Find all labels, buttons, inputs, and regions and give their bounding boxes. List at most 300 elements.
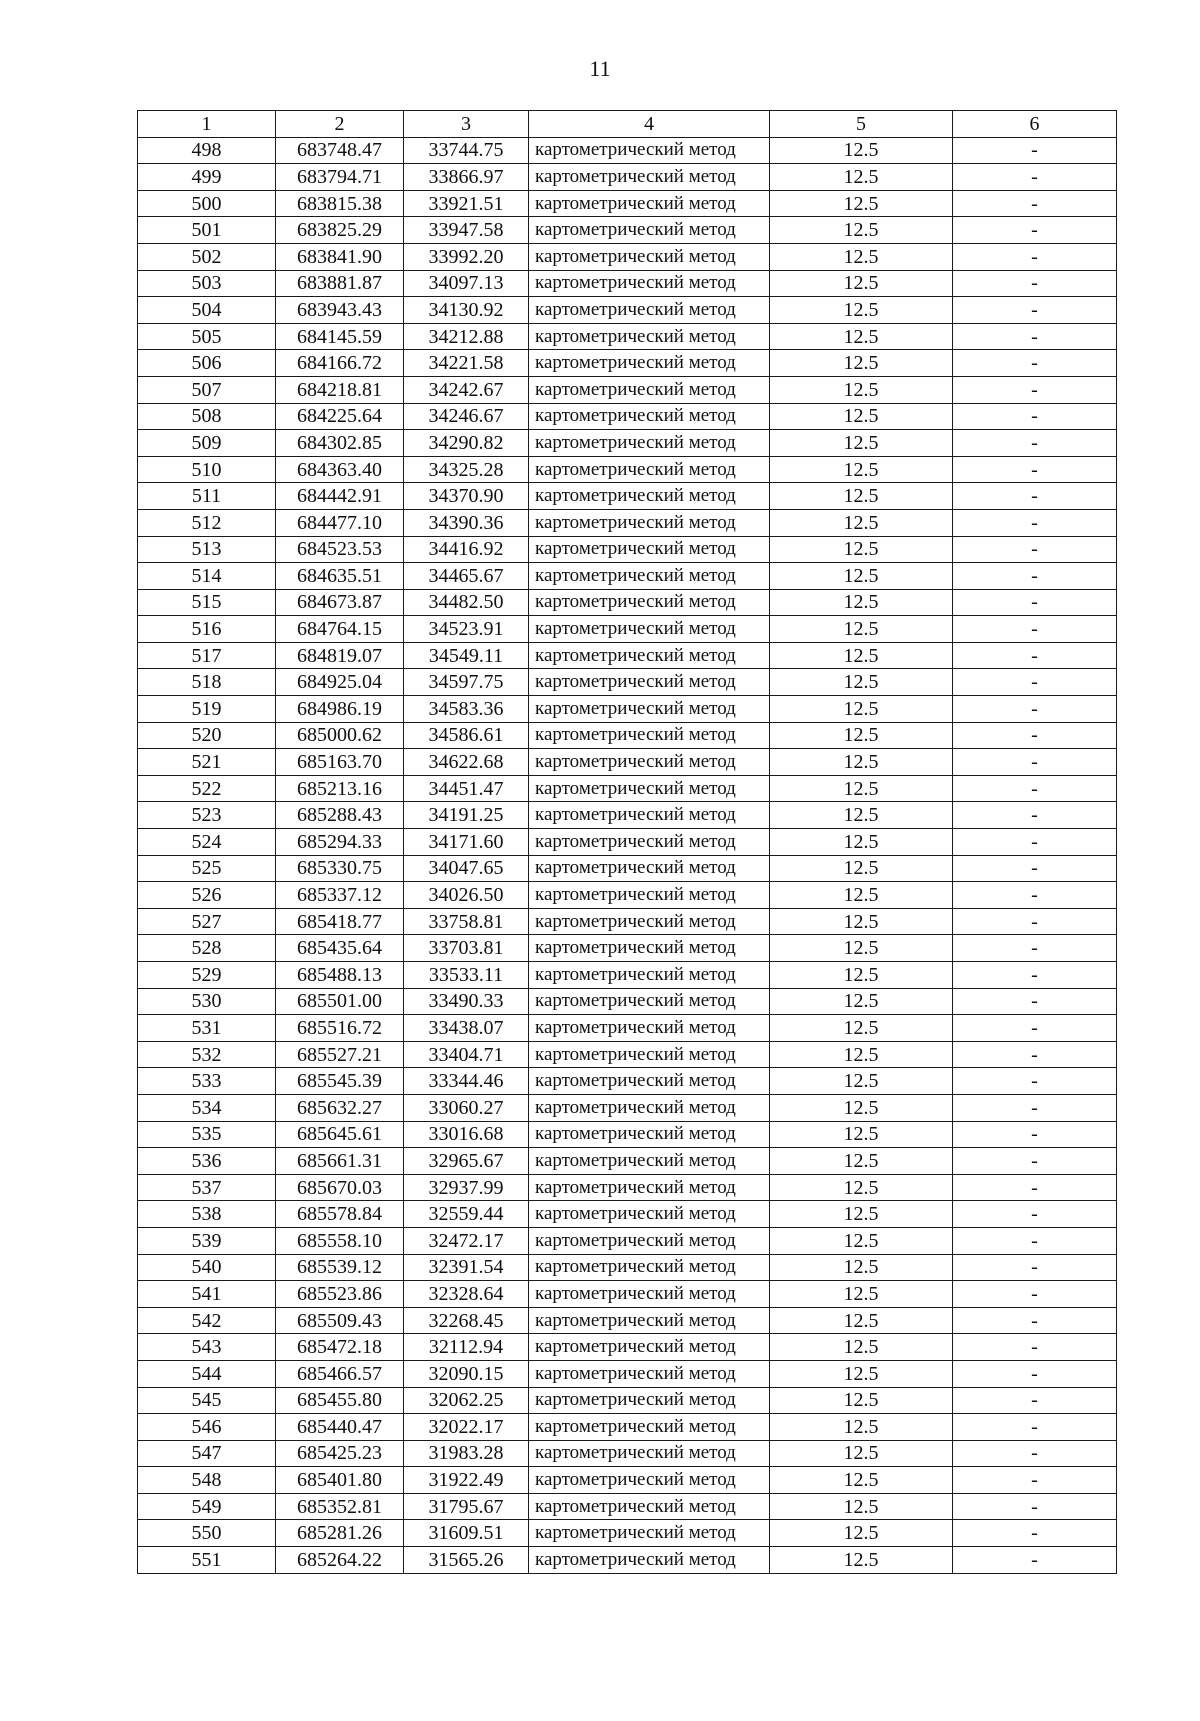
accuracy-cell: 12.5 <box>770 1041 953 1068</box>
table-row <box>138 1440 1117 1467</box>
accuracy-cell: 12.5 <box>770 988 953 1015</box>
y-coordinate-cell: 34549.11 <box>404 642 529 669</box>
point-number-cell: 528 <box>138 935 276 962</box>
point-number-cell: 509 <box>138 430 276 457</box>
method-cell: картометрический метод <box>529 1281 770 1308</box>
x-coordinate-cell: 683841.90 <box>276 243 404 270</box>
accuracy-cell: 12.5 <box>770 935 953 962</box>
x-coordinate-cell: 685294.33 <box>276 829 404 856</box>
table-row <box>138 217 1117 244</box>
description-cell: - <box>953 1015 1117 1042</box>
description-cell: - <box>953 775 1117 802</box>
y-coordinate-cell: 33921.51 <box>404 190 529 217</box>
y-coordinate-cell: 32090.15 <box>404 1360 529 1387</box>
description-cell: - <box>953 1281 1117 1308</box>
point-number-cell: 499 <box>138 164 276 191</box>
x-coordinate-cell: 685264.22 <box>276 1547 404 1574</box>
accuracy-cell: 12.5 <box>770 190 953 217</box>
method-cell: картометрический метод <box>529 430 770 457</box>
point-number-cell: 542 <box>138 1307 276 1334</box>
table-row <box>138 988 1117 1015</box>
accuracy-cell: 12.5 <box>770 1520 953 1547</box>
point-number-cell: 540 <box>138 1254 276 1281</box>
accuracy-cell: 12.5 <box>770 775 953 802</box>
y-coordinate-cell: 34416.92 <box>404 536 529 563</box>
x-coordinate-cell: 685440.47 <box>276 1414 404 1441</box>
description-cell: - <box>953 1041 1117 1068</box>
description-cell: - <box>953 483 1117 510</box>
table-row <box>138 1414 1117 1441</box>
accuracy-cell: 12.5 <box>770 855 953 882</box>
y-coordinate-cell: 34130.92 <box>404 297 529 324</box>
method-cell: картометрический метод <box>529 1467 770 1494</box>
table-row <box>138 589 1117 616</box>
x-coordinate-cell: 684477.10 <box>276 509 404 536</box>
table-row <box>138 376 1117 403</box>
x-coordinate-cell: 685425.23 <box>276 1440 404 1467</box>
table-row <box>138 882 1117 909</box>
accuracy-cell: 12.5 <box>770 1307 953 1334</box>
accuracy-cell: 12.5 <box>770 1254 953 1281</box>
point-number-cell: 520 <box>138 722 276 749</box>
y-coordinate-cell: 32112.94 <box>404 1334 529 1361</box>
y-coordinate-cell: 34242.67 <box>404 376 529 403</box>
accuracy-cell: 12.5 <box>770 669 953 696</box>
y-coordinate-cell: 31609.51 <box>404 1520 529 1547</box>
y-coordinate-cell: 34047.65 <box>404 855 529 882</box>
point-number-cell: 525 <box>138 855 276 882</box>
table-row <box>138 164 1117 191</box>
description-cell: - <box>953 1493 1117 1520</box>
method-cell: картометрический метод <box>529 908 770 935</box>
y-coordinate-cell: 31922.49 <box>404 1467 529 1494</box>
accuracy-cell: 12.5 <box>770 802 953 829</box>
x-coordinate-cell: 685472.18 <box>276 1334 404 1361</box>
point-number-cell: 541 <box>138 1281 276 1308</box>
header-cell-1: 1 <box>138 111 276 138</box>
y-coordinate-cell: 34290.82 <box>404 430 529 457</box>
table-row <box>138 749 1117 776</box>
x-coordinate-cell: 685330.75 <box>276 855 404 882</box>
header-row <box>138 111 1117 138</box>
accuracy-cell: 12.5 <box>770 1387 953 1414</box>
x-coordinate-cell: 685352.81 <box>276 1493 404 1520</box>
point-number-cell: 538 <box>138 1201 276 1228</box>
table-row <box>138 563 1117 590</box>
description-cell: - <box>953 1414 1117 1441</box>
description-cell: - <box>953 908 1117 935</box>
point-number-cell: 534 <box>138 1094 276 1121</box>
table-header <box>138 111 1117 138</box>
x-coordinate-cell: 685670.03 <box>276 1174 404 1201</box>
method-cell: картометрический метод <box>529 855 770 882</box>
x-coordinate-cell: 685488.13 <box>276 962 404 989</box>
table-row <box>138 722 1117 749</box>
accuracy-cell: 12.5 <box>770 350 953 377</box>
x-coordinate-cell: 685509.43 <box>276 1307 404 1334</box>
x-coordinate-cell: 683881.87 <box>276 270 404 297</box>
y-coordinate-cell: 32391.54 <box>404 1254 529 1281</box>
y-coordinate-cell: 33744.75 <box>404 137 529 164</box>
method-cell: картометрический метод <box>529 775 770 802</box>
y-coordinate-cell: 32472.17 <box>404 1227 529 1254</box>
method-cell: картометрический метод <box>529 1360 770 1387</box>
table-row <box>138 1068 1117 1095</box>
method-cell: картометрический метод <box>529 1440 770 1467</box>
accuracy-cell: 12.5 <box>770 696 953 723</box>
x-coordinate-cell: 684145.59 <box>276 323 404 350</box>
method-cell: картометрический метод <box>529 536 770 563</box>
y-coordinate-cell: 33947.58 <box>404 217 529 244</box>
point-number-cell: 505 <box>138 323 276 350</box>
point-number-cell: 516 <box>138 616 276 643</box>
x-coordinate-cell: 684523.53 <box>276 536 404 563</box>
point-number-cell: 548 <box>138 1467 276 1494</box>
point-number-cell: 527 <box>138 908 276 935</box>
accuracy-cell: 12.5 <box>770 1227 953 1254</box>
method-cell: картометрический метод <box>529 642 770 669</box>
method-cell: картометрический метод <box>529 1493 770 1520</box>
point-number-cell: 551 <box>138 1547 276 1574</box>
table-row <box>138 1041 1117 1068</box>
y-coordinate-cell: 33758.81 <box>404 908 529 935</box>
point-number-cell: 530 <box>138 988 276 1015</box>
x-coordinate-cell: 685455.80 <box>276 1387 404 1414</box>
x-coordinate-cell: 685281.26 <box>276 1520 404 1547</box>
table-body <box>138 137 1117 1573</box>
method-cell: картометрический метод <box>529 243 770 270</box>
method-cell: картометрический метод <box>529 217 770 244</box>
description-cell: - <box>953 1307 1117 1334</box>
y-coordinate-cell: 32965.67 <box>404 1148 529 1175</box>
accuracy-cell: 12.5 <box>770 1440 953 1467</box>
method-cell: картометрический метод <box>529 1174 770 1201</box>
description-cell: - <box>953 802 1117 829</box>
description-cell: - <box>953 882 1117 909</box>
description-cell: - <box>953 456 1117 483</box>
description-cell: - <box>953 1227 1117 1254</box>
x-coordinate-cell: 683825.29 <box>276 217 404 244</box>
description-cell: - <box>953 1254 1117 1281</box>
method-cell: картометрический метод <box>529 1148 770 1175</box>
point-number-cell: 531 <box>138 1015 276 1042</box>
point-number-cell: 539 <box>138 1227 276 1254</box>
table-row <box>138 696 1117 723</box>
point-number-cell: 517 <box>138 642 276 669</box>
method-cell: картометрический метод <box>529 1520 770 1547</box>
y-coordinate-cell: 33344.46 <box>404 1068 529 1095</box>
header-cell-3: 3 <box>404 111 529 138</box>
accuracy-cell: 12.5 <box>770 1547 953 1574</box>
method-cell: картометрический метод <box>529 1201 770 1228</box>
accuracy-cell: 12.5 <box>770 1094 953 1121</box>
point-number-cell: 526 <box>138 882 276 909</box>
description-cell: - <box>953 350 1117 377</box>
description-cell: - <box>953 1148 1117 1175</box>
method-cell: картометрический метод <box>529 935 770 962</box>
point-number-cell: 519 <box>138 696 276 723</box>
point-number-cell: 536 <box>138 1148 276 1175</box>
method-cell: картометрический метод <box>529 616 770 643</box>
x-coordinate-cell: 685418.77 <box>276 908 404 935</box>
description-cell: - <box>953 1360 1117 1387</box>
accuracy-cell: 12.5 <box>770 882 953 909</box>
accuracy-cell: 12.5 <box>770 1174 953 1201</box>
method-cell: картометрический метод <box>529 1547 770 1574</box>
y-coordinate-cell: 34586.61 <box>404 722 529 749</box>
description-cell: - <box>953 270 1117 297</box>
y-coordinate-cell: 34171.60 <box>404 829 529 856</box>
header-cell-5: 5 <box>770 111 953 138</box>
y-coordinate-cell: 32328.64 <box>404 1281 529 1308</box>
y-coordinate-cell: 33016.68 <box>404 1121 529 1148</box>
table-row <box>138 509 1117 536</box>
method-cell: картометрический метод <box>529 403 770 430</box>
description-cell: - <box>953 536 1117 563</box>
method-cell: картометрический метод <box>529 297 770 324</box>
method-cell: картометрический метод <box>529 376 770 403</box>
description-cell: - <box>953 749 1117 776</box>
description-cell: - <box>953 297 1117 324</box>
description-cell: - <box>953 403 1117 430</box>
method-cell: картометрический метод <box>529 722 770 749</box>
accuracy-cell: 12.5 <box>770 137 953 164</box>
point-number-cell: 535 <box>138 1121 276 1148</box>
x-coordinate-cell: 684302.85 <box>276 430 404 457</box>
description-cell: - <box>953 563 1117 590</box>
description-cell: - <box>953 1467 1117 1494</box>
y-coordinate-cell: 34597.75 <box>404 669 529 696</box>
point-number-cell: 502 <box>138 243 276 270</box>
accuracy-cell: 12.5 <box>770 1068 953 1095</box>
method-cell: картометрический метод <box>529 1121 770 1148</box>
method-cell: картометрический метод <box>529 696 770 723</box>
table-row <box>138 1387 1117 1414</box>
point-number-cell: 523 <box>138 802 276 829</box>
point-number-cell: 547 <box>138 1440 276 1467</box>
accuracy-cell: 12.5 <box>770 483 953 510</box>
x-coordinate-cell: 685558.10 <box>276 1227 404 1254</box>
accuracy-cell: 12.5 <box>770 829 953 856</box>
x-coordinate-cell: 685539.12 <box>276 1254 404 1281</box>
header-cell-4: 4 <box>529 111 770 138</box>
accuracy-cell: 12.5 <box>770 1015 953 1042</box>
page-number: 11 <box>589 56 611 81</box>
method-cell: картометрический метод <box>529 882 770 909</box>
x-coordinate-cell: 683794.71 <box>276 164 404 191</box>
table-row <box>138 1174 1117 1201</box>
method-cell: картометрический метод <box>529 1334 770 1361</box>
y-coordinate-cell: 32268.45 <box>404 1307 529 1334</box>
table-row <box>138 642 1117 669</box>
description-cell: - <box>953 642 1117 669</box>
method-cell: картометрический метод <box>529 164 770 191</box>
accuracy-cell: 12.5 <box>770 217 953 244</box>
x-coordinate-cell: 683815.38 <box>276 190 404 217</box>
x-coordinate-cell: 685516.72 <box>276 1015 404 1042</box>
method-cell: картометрический метод <box>529 1254 770 1281</box>
accuracy-cell: 12.5 <box>770 563 953 590</box>
point-number-cell: 511 <box>138 483 276 510</box>
description-cell: - <box>953 217 1117 244</box>
method-cell: картометрический метод <box>529 563 770 590</box>
accuracy-cell: 12.5 <box>770 749 953 776</box>
x-coordinate-cell: 685401.80 <box>276 1467 404 1494</box>
y-coordinate-cell: 33866.97 <box>404 164 529 191</box>
table-row <box>138 1094 1117 1121</box>
description-cell: - <box>953 962 1117 989</box>
x-coordinate-cell: 684363.40 <box>276 456 404 483</box>
table-row <box>138 1493 1117 1520</box>
y-coordinate-cell: 34325.28 <box>404 456 529 483</box>
table-row <box>138 1334 1117 1361</box>
point-number-cell: 503 <box>138 270 276 297</box>
x-coordinate-cell: 684442.91 <box>276 483 404 510</box>
description-cell: - <box>953 1121 1117 1148</box>
table-row <box>138 430 1117 457</box>
y-coordinate-cell: 34622.68 <box>404 749 529 776</box>
point-number-cell: 549 <box>138 1493 276 1520</box>
method-cell: картометрический метод <box>529 749 770 776</box>
table-row <box>138 137 1117 164</box>
x-coordinate-cell: 685435.64 <box>276 935 404 962</box>
x-coordinate-cell: 685523.86 <box>276 1281 404 1308</box>
description-cell: - <box>953 1440 1117 1467</box>
point-number-cell: 498 <box>138 137 276 164</box>
description-cell: - <box>953 616 1117 643</box>
accuracy-cell: 12.5 <box>770 270 953 297</box>
table-row <box>138 1307 1117 1334</box>
y-coordinate-cell: 33703.81 <box>404 935 529 962</box>
y-coordinate-cell: 34191.25 <box>404 802 529 829</box>
y-coordinate-cell: 34370.90 <box>404 483 529 510</box>
x-coordinate-cell: 684166.72 <box>276 350 404 377</box>
table-row <box>138 616 1117 643</box>
method-cell: картометрический метод <box>529 802 770 829</box>
x-coordinate-cell: 685213.16 <box>276 775 404 802</box>
table-row <box>138 323 1117 350</box>
method-cell: картометрический метод <box>529 589 770 616</box>
table-row <box>138 1467 1117 1494</box>
table-row <box>138 350 1117 377</box>
point-number-cell: 546 <box>138 1414 276 1441</box>
point-number-cell: 545 <box>138 1387 276 1414</box>
accuracy-cell: 12.5 <box>770 297 953 324</box>
x-coordinate-cell: 684764.15 <box>276 616 404 643</box>
accuracy-cell: 12.5 <box>770 323 953 350</box>
accuracy-cell: 12.5 <box>770 616 953 643</box>
y-coordinate-cell: 34026.50 <box>404 882 529 909</box>
point-number-cell: 508 <box>138 403 276 430</box>
point-number-cell: 515 <box>138 589 276 616</box>
table-row <box>138 1360 1117 1387</box>
point-number-cell: 518 <box>138 669 276 696</box>
description-cell: - <box>953 696 1117 723</box>
accuracy-cell: 12.5 <box>770 403 953 430</box>
description-cell: - <box>953 1334 1117 1361</box>
y-coordinate-cell: 34523.91 <box>404 616 529 643</box>
point-number-cell: 522 <box>138 775 276 802</box>
table-row <box>138 802 1117 829</box>
table-row <box>138 935 1117 962</box>
y-coordinate-cell: 34390.36 <box>404 509 529 536</box>
description-cell: - <box>953 589 1117 616</box>
x-coordinate-cell: 685578.84 <box>276 1201 404 1228</box>
description-cell: - <box>953 1174 1117 1201</box>
table-row <box>138 1281 1117 1308</box>
description-cell: - <box>953 829 1117 856</box>
point-number-cell: 537 <box>138 1174 276 1201</box>
header-cell-2: 2 <box>276 111 404 138</box>
x-coordinate-cell: 685645.61 <box>276 1121 404 1148</box>
accuracy-cell: 12.5 <box>770 430 953 457</box>
point-number-cell: 529 <box>138 962 276 989</box>
x-coordinate-cell: 684635.51 <box>276 563 404 590</box>
x-coordinate-cell: 685501.00 <box>276 988 404 1015</box>
point-number-cell: 550 <box>138 1520 276 1547</box>
y-coordinate-cell: 34221.58 <box>404 350 529 377</box>
point-number-cell: 504 <box>138 297 276 324</box>
description-cell: - <box>953 137 1117 164</box>
x-coordinate-cell: 683748.47 <box>276 137 404 164</box>
description-cell: - <box>953 1094 1117 1121</box>
accuracy-cell: 12.5 <box>770 589 953 616</box>
accuracy-cell: 12.5 <box>770 1467 953 1494</box>
description-cell: - <box>953 509 1117 536</box>
accuracy-cell: 12.5 <box>770 1201 953 1228</box>
y-coordinate-cell: 34451.47 <box>404 775 529 802</box>
y-coordinate-cell: 33060.27 <box>404 1094 529 1121</box>
method-cell: картометрический метод <box>529 509 770 536</box>
table-row <box>138 908 1117 935</box>
y-coordinate-cell: 33533.11 <box>404 962 529 989</box>
method-cell: картометрический метод <box>529 1015 770 1042</box>
table-row <box>138 1015 1117 1042</box>
accuracy-cell: 12.5 <box>770 536 953 563</box>
x-coordinate-cell: 684673.87 <box>276 589 404 616</box>
x-coordinate-cell: 685337.12 <box>276 882 404 909</box>
method-cell: картометрический метод <box>529 669 770 696</box>
table-row <box>138 1201 1117 1228</box>
method-cell: картометрический метод <box>529 323 770 350</box>
description-cell: - <box>953 1387 1117 1414</box>
y-coordinate-cell: 31983.28 <box>404 1440 529 1467</box>
x-coordinate-cell: 684986.19 <box>276 696 404 723</box>
x-coordinate-cell: 685163.70 <box>276 749 404 776</box>
accuracy-cell: 12.5 <box>770 1121 953 1148</box>
accuracy-cell: 12.5 <box>770 1281 953 1308</box>
y-coordinate-cell: 32062.25 <box>404 1387 529 1414</box>
x-coordinate-cell: 683943.43 <box>276 297 404 324</box>
point-number-cell: 514 <box>138 563 276 590</box>
y-coordinate-cell: 34465.67 <box>404 563 529 590</box>
x-coordinate-cell: 685466.57 <box>276 1360 404 1387</box>
y-coordinate-cell: 31795.67 <box>404 1493 529 1520</box>
description-cell: - <box>953 1068 1117 1095</box>
y-coordinate-cell: 34212.88 <box>404 323 529 350</box>
description-cell: - <box>953 243 1117 270</box>
method-cell: картометрический метод <box>529 962 770 989</box>
method-cell: картометрический метод <box>529 1068 770 1095</box>
table-row <box>138 403 1117 430</box>
method-cell: картометрический метод <box>529 483 770 510</box>
table-row <box>138 1227 1117 1254</box>
point-number-cell: 521 <box>138 749 276 776</box>
accuracy-cell: 12.5 <box>770 1360 953 1387</box>
point-number-cell: 512 <box>138 509 276 536</box>
point-number-cell: 501 <box>138 217 276 244</box>
table-row <box>138 190 1117 217</box>
